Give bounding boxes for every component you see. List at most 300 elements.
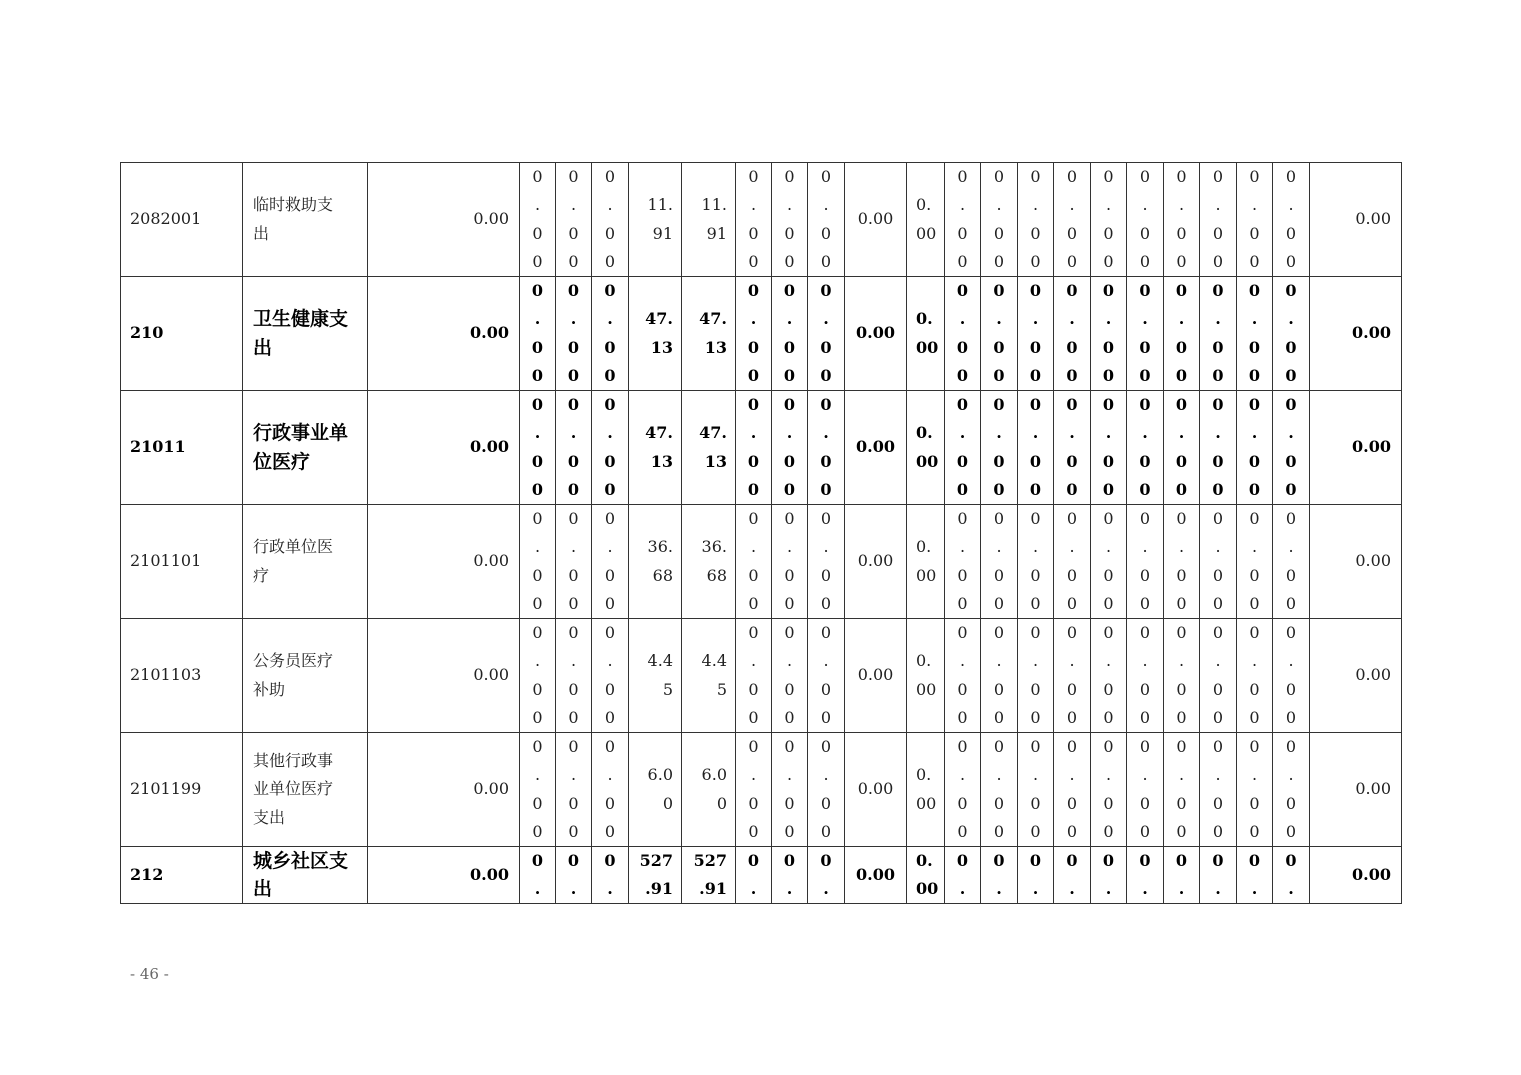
zero-cell [556,619,592,733]
cell-line: 0 [956,337,969,357]
cell-line: 0 [1139,793,1151,813]
zero-cell [556,847,592,904]
amount-cell [682,505,736,619]
cell-line: 0 [1103,223,1114,243]
zero-cell [1200,277,1237,391]
cell-line: 0 [1249,623,1260,643]
cell-line: 0 [1029,337,1042,357]
zero-cell [945,505,981,619]
cell-line: 0 [747,451,760,471]
cell-line: 0 [1066,851,1078,870]
cell-line: 0 [1175,451,1188,471]
cell-line: . [570,765,577,785]
zero-cell [1237,733,1273,847]
cell-line: 0 [1066,593,1078,613]
cell-line: 0 [1030,509,1041,529]
cell-line: 0 [1249,793,1260,813]
cell-line: . [1032,765,1039,785]
cell-line: 0 [604,365,616,385]
cell-line: 11. [701,195,727,215]
cell-line: 36. [701,537,727,557]
cell-line: 0 [568,593,579,613]
zero-cell [1054,163,1091,277]
cell-line: 0 [1030,737,1041,757]
cell-line: 0 [604,281,616,301]
cell-line: . [534,309,541,329]
zero-cell [1091,847,1127,904]
cell-line: 0 [1212,737,1224,757]
cell-line: 0 [1249,737,1260,757]
cell-line: . [1032,651,1039,671]
cell-line: . [750,195,757,215]
cell-line: 0 [1285,337,1297,357]
cell-line: . [1032,309,1039,329]
cell-line: 0 [604,509,616,529]
cell-line: 0 [1248,365,1261,385]
cell-line: . [1142,195,1148,215]
cell-line: . [1142,537,1148,557]
cell-line: 0 [1212,451,1224,471]
cell-line: 0 [993,679,1005,699]
cell-line: 0 [1103,509,1114,529]
zero-cell [772,505,808,619]
cell-line: . [959,651,966,671]
zero-cell [1164,277,1200,391]
cell-line: . [1032,423,1039,443]
cell-line: 0. [916,423,933,443]
cell-line: 补助 [253,679,286,699]
cell-line: 0 [1030,707,1041,727]
zero-cell [1054,277,1091,391]
cell-line: 0 [820,395,832,415]
cell-line: 00 [916,223,937,243]
cell-line: 0 [1102,851,1115,870]
amount-cell [907,163,945,277]
cell-line: . [534,423,541,443]
cell-line: . [1215,309,1221,329]
cell-line: 0 [784,737,795,757]
zero-cell [1091,505,1127,619]
cell-line: 0 [820,167,832,187]
zero-cell [1200,733,1237,847]
cell-line: 0. [916,851,933,870]
total-cell: 0.00 [1310,847,1402,904]
cell-line: 0 [820,223,832,243]
cell-line: 0 [748,223,759,243]
cell-line: 0 [531,451,544,471]
cell-line: 0 [567,365,580,385]
cell-line: . [996,651,1002,671]
cell-line: 0 [820,679,832,699]
total-cell: 0.00 [1310,391,1402,505]
cell-line: 0 [1139,593,1151,613]
cell-line: 0 [1249,565,1260,585]
cell-line: 0 [784,679,795,699]
cell-line: 0 [568,251,579,271]
cell-line: 0 [1103,821,1114,841]
cell-line: 0 [604,793,616,813]
cell-line: 13 [650,451,673,471]
cell-line: 0 [568,167,579,187]
cell-line: . [607,309,613,329]
cell-line: . [786,765,793,785]
zero-cell [1018,505,1054,619]
cell-line: 0 [604,167,616,187]
cell-line: 0 [957,223,968,243]
cell-line: 0 [1285,737,1297,757]
amount-cell: 0.00 [368,277,520,391]
cell-line: 0 [662,793,673,813]
cell-line: . [1032,537,1039,557]
cell-line: . [1251,651,1258,671]
cell-line: 0 [532,565,543,585]
amount-cell: 0.00 [845,277,907,391]
cell-line: 0 [604,679,616,699]
cell-line: 0 [993,281,1005,301]
cell-line: 0 [1175,337,1188,357]
zero-cell [1200,619,1237,733]
zero-cell [1273,847,1310,904]
zero-cell [808,847,845,904]
cell-line: 0 [783,395,796,415]
cell-line: 0 [1103,679,1114,699]
cell-line: 0 [747,479,760,499]
zero-cell [945,391,981,505]
cell-line: 0 [1139,251,1151,271]
cell-line: 0 [532,707,543,727]
cell-line: 0. [916,537,932,557]
cell-line: 0 [1066,365,1078,385]
cell-line: 0 [531,365,544,385]
cell-line: 0 [820,509,832,529]
zero-cell [1164,619,1200,733]
cell-line: 0 [1176,793,1187,813]
cell-line: 00 [916,337,939,357]
zero-cell [736,391,772,505]
cell-line: . [570,309,577,329]
zero-cell [1054,619,1091,733]
cell-line: 0 [1285,395,1297,415]
cell-line: . [1069,537,1075,557]
cell-line: 00 [916,451,939,471]
cell-line: 0 [993,793,1005,813]
table-row [121,733,1402,847]
cell-line: 527 [639,851,673,870]
zero-cell [945,277,981,391]
cell-line: 0 [1066,223,1078,243]
cell-line: 0 [1249,167,1260,187]
cell-line: . [750,765,757,785]
cell-line: 91 [706,223,727,243]
zero-cell [1054,505,1091,619]
zero-cell [808,391,845,505]
zero-cell [1273,163,1310,277]
cell-line: . [996,195,1002,215]
amount-cell: 0.00 [368,505,520,619]
cell-line: 0 [748,679,759,699]
cell-line: 出 [253,878,273,901]
cell-line: 0 [1176,593,1187,613]
zero-cell [1127,847,1164,904]
cell-line: 业单位医疗 [253,779,334,799]
item-code: 2101199 [121,733,243,847]
zero-cell [1054,847,1091,904]
cell-line: 0 [1030,223,1041,243]
cell-line: 68 [652,565,673,585]
cell-line: 0 [993,821,1005,841]
cell-line: 0 [748,737,759,757]
cell-line: 0 [1212,509,1224,529]
cell-line: 0 [993,251,1005,271]
cell-line: 0 [820,365,832,385]
cell-line: 0 [957,623,968,643]
cell-line: . [1215,879,1221,899]
cell-line: 临时救助支 [253,195,334,215]
cell-line: . [1251,537,1258,557]
cell-line: 0 [1103,251,1114,271]
cell-line: 支出 [253,807,286,827]
cell-line: 0 [1249,509,1260,529]
cell-line: 0 [1029,451,1042,471]
cell-line: 0 [748,821,759,841]
table-row [121,163,1402,277]
cell-line: 36. [647,537,673,557]
zero-cell [1018,277,1054,391]
zero-cell [981,391,1018,505]
cell-line: 0 [1139,679,1151,699]
cell-line: 0 [1176,707,1187,727]
table-row [121,505,1402,619]
amount-cell: 0.00 [845,163,907,277]
cell-line: 0 [1066,679,1078,699]
zero-cell [981,277,1018,391]
cell-line: 0 [1139,479,1151,499]
cell-line: 0 [1212,593,1224,613]
cell-line: . [1178,765,1185,785]
cell-line: . [823,651,829,671]
cell-line: 0 [1139,565,1151,585]
cell-line: . [607,423,613,443]
amount-cell [629,619,682,733]
cell-line: 0 [1139,509,1151,529]
zero-cell [981,163,1018,277]
cell-line: 0 [1066,737,1078,757]
cell-line: 0 [1066,281,1078,301]
cell-line: . [607,765,613,785]
cell-line: 0 [1212,679,1224,699]
zero-cell [1237,619,1273,733]
cell-line: 6.0 [647,765,673,785]
cell-line: 0 [1103,167,1114,187]
cell-line: 0 [1285,451,1297,471]
amount-cell [629,847,682,904]
cell-line: 0 [1176,509,1187,529]
cell-line: 0 [956,451,969,471]
cell-line: 0 [748,793,759,813]
cell-line: . [750,651,757,671]
cell-line: 0 [747,281,760,301]
cell-line: . [1069,765,1075,785]
table-row [121,847,1402,904]
cell-line: 0 [567,451,580,471]
cell-line: 0 [820,851,832,870]
zero-cell [945,619,981,733]
amount-cell: 0.00 [368,391,520,505]
cell-line: 0 [1212,281,1224,301]
cell-line: 0 [1139,821,1151,841]
cell-line: 0 [532,679,543,699]
cell-line: 0. [916,195,932,215]
cell-line: . [1251,879,1258,899]
item-code: 21011 [121,391,243,505]
cell-line: 0 [604,821,616,841]
zero-cell [1018,391,1054,505]
cell-line: 0 [1066,337,1078,357]
zero-cell [1237,847,1273,904]
cell-line: 0 [1212,623,1224,643]
cell-line: 0 [1030,251,1041,271]
cell-line: 0 [604,479,616,499]
item-code: 212 [121,847,243,904]
cell-line: . [959,765,966,785]
cell-line: .91 [645,879,673,899]
zero-cell [736,505,772,619]
cell-line: . [996,765,1002,785]
cell-line: 0 [957,707,968,727]
cell-line: 0 [532,167,543,187]
cell-line: 0 [567,281,580,301]
cell-line: 0 [567,337,580,357]
cell-line: 0 [956,395,969,415]
cell-line: 行政事业单 [253,422,349,445]
cell-line: 0 [957,821,968,841]
cell-line: 出 [253,223,270,243]
cell-line: 0 [820,479,832,499]
zero-cell [556,505,592,619]
cell-line: 0 [532,593,543,613]
cell-line: . [1251,309,1258,329]
cell-line: . [1105,879,1112,899]
cell-line: . [823,765,829,785]
cell-line: 0 [532,251,543,271]
cell-line: 0 [1212,707,1224,727]
cell-line: 0 [1212,565,1224,585]
zero-cell [1273,619,1310,733]
zero-cell [1200,847,1237,904]
total-cell: 0.00 [1310,277,1402,391]
zero-cell [592,619,629,733]
zero-cell [945,847,981,904]
cell-line: 0 [1029,851,1042,870]
zero-cell [1127,733,1164,847]
cell-line: 0 [784,223,795,243]
zero-cell [592,391,629,505]
cell-line: 0 [1066,565,1078,585]
amount-cell: 0.00 [368,163,520,277]
cell-line: 0 [1212,337,1224,357]
cell-line: 0 [1285,851,1297,870]
cell-line: 0 [568,793,579,813]
zero-cell [1054,733,1091,847]
cell-line: . [1178,879,1185,899]
cell-line: 0 [604,565,616,585]
cell-line: 4.4 [701,651,727,671]
cell-line: . [1142,879,1148,899]
amount-cell [682,619,736,733]
amount-cell [682,163,736,277]
cell-line: 13 [704,337,727,357]
amount-cell [682,277,736,391]
cell-line: 0 [1139,395,1151,415]
cell-line: . [1178,651,1185,671]
cell-line: 0 [1030,821,1041,841]
cell-line: . [1288,195,1294,215]
cell-line: . [1105,765,1112,785]
cell-line: 5 [716,679,727,699]
cell-line: 0 [1066,707,1078,727]
cell-line: . [1105,195,1112,215]
zero-cell [592,163,629,277]
cell-line: 0 [820,281,832,301]
amount-cell: 0.00 [845,505,907,619]
cell-line: 0 [1139,337,1151,357]
cell-line: 0 [993,337,1005,357]
cell-line: 0 [820,793,832,813]
cell-line: 47. [645,309,673,329]
cell-line: 0 [993,707,1005,727]
cell-line: 位医疗 [253,450,311,473]
cell-line: 47. [699,423,727,443]
zero-cell [772,619,808,733]
cell-line: 0 [1248,281,1261,301]
cell-line: . [1288,765,1294,785]
cell-line: 0 [1066,479,1078,499]
item-code: 2082001 [121,163,243,277]
cell-line: . [823,309,829,329]
item-name [243,277,368,391]
cell-line: 0 [1029,281,1042,301]
cell-line: 0 [604,251,616,271]
cell-line: . [823,195,829,215]
zero-cell [592,733,629,847]
zero-cell [556,733,592,847]
cell-line: . [1032,195,1039,215]
zero-cell [772,733,808,847]
zero-cell [736,163,772,277]
cell-line: . [959,537,966,557]
amount-cell [907,733,945,847]
cell-line: 0 [604,223,616,243]
cell-line: 0 [568,707,579,727]
cell-line: 0 [568,509,579,529]
zero-cell [808,733,845,847]
cell-line: 0 [820,737,832,757]
cell-line: 0 [1285,223,1297,243]
cell-line: 00 [916,565,937,585]
cell-line: 0 [1212,395,1224,415]
zero-cell [1018,163,1054,277]
zero-cell [945,733,981,847]
cell-line: 0 [532,793,543,813]
cell-line: 0 [1212,365,1224,385]
amount-cell [907,277,945,391]
item-name [243,619,368,733]
cell-line: 0 [993,167,1005,187]
cell-line: . [786,309,793,329]
amount-cell [629,505,682,619]
cell-line: 0 [1030,565,1041,585]
cell-line: 4.4 [647,651,673,671]
